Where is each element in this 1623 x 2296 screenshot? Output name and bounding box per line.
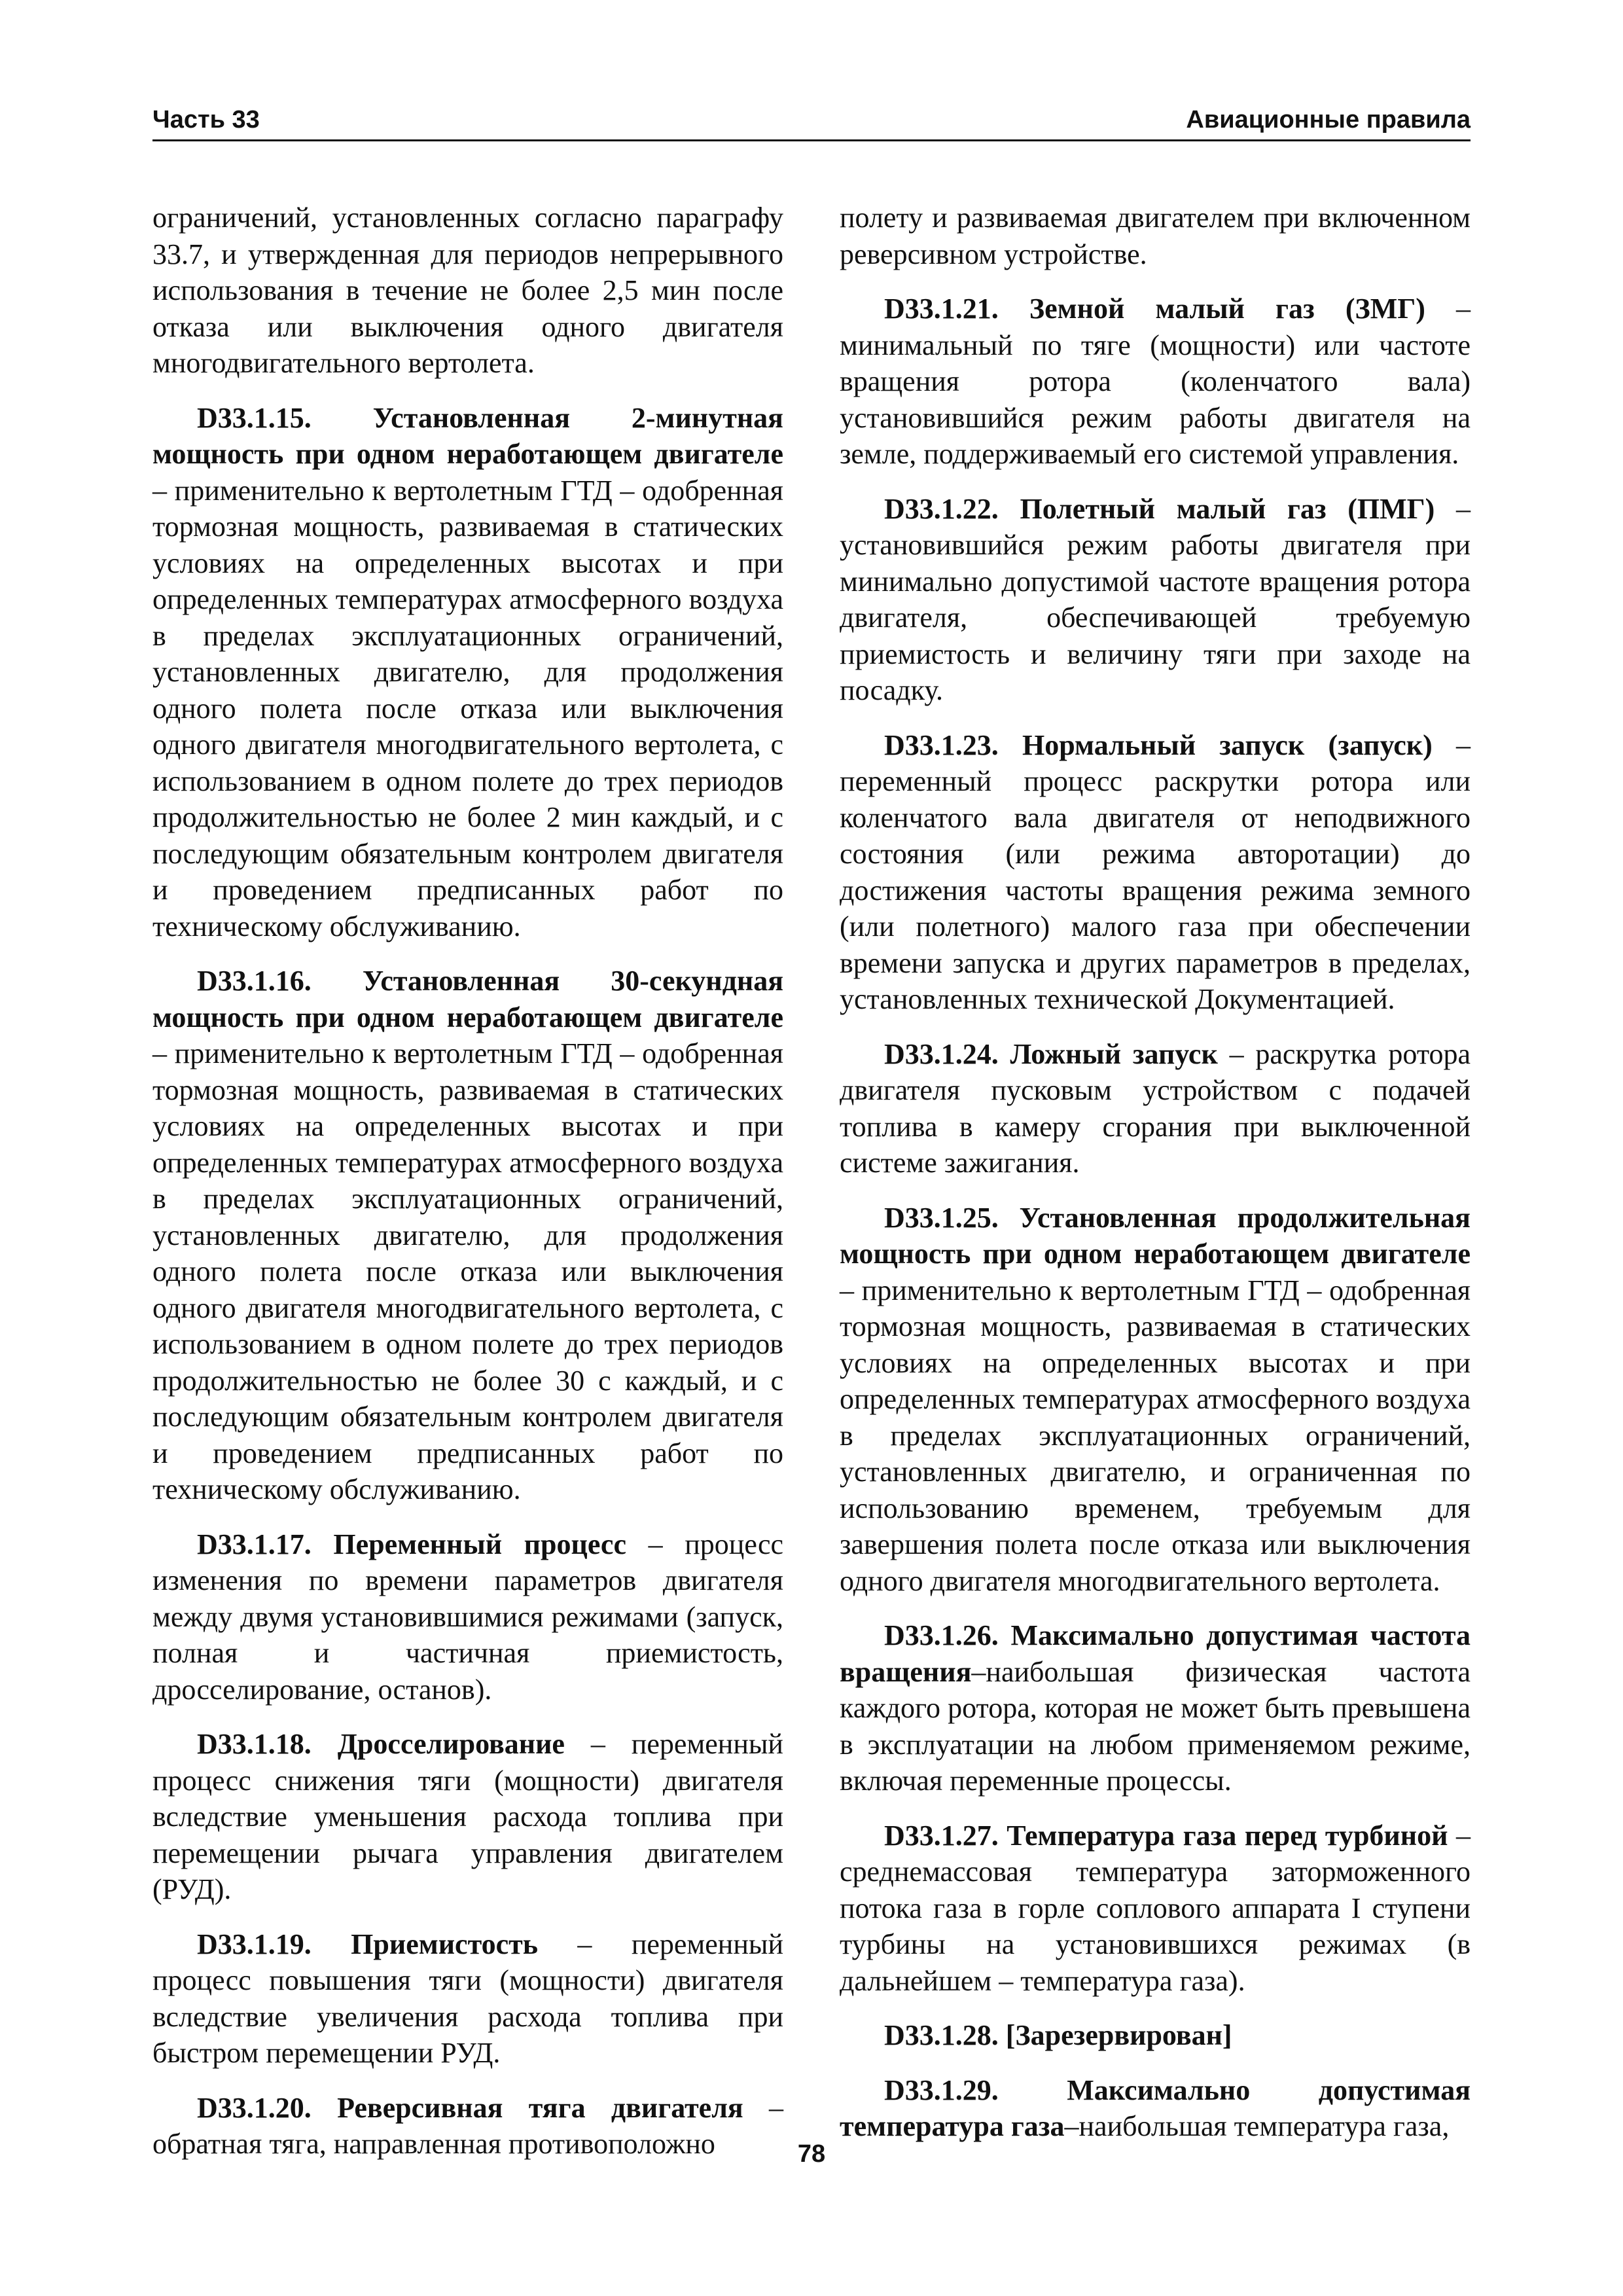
definition-text: – переменный процесс повышения тяги (мощности) двигателя вследствие увеличения расхода топлива при быстром перемещении РУД. [152, 1928, 783, 2069]
definition-d33-1-18 [152, 1726, 783, 1908]
definition-text: – переменный процесс раскрутки ротора или коленчатого вала двигателя от неподвижного состояния (или режима авторотации) до достижения частоты вращения режима земного (или полетного) малого газа при обеспечении времени запуска и других параметров в пределах, установленных технической Документацией. [840, 728, 1471, 1015]
term-d33-1-16: D33.1.16. Установленная 30-секундная мощность при одном неработающем двигателе [152, 965, 783, 1033]
term-d33-1-23: D33.1.23. Нормальный запуск (запуск) [884, 728, 1433, 761]
definition-text: –наибольшая физическая частота каждого ротора, которая не может быть превышена в эксплуатации на любом применяемом режиме, включая переменные процессы. [840, 1655, 1471, 1797]
definition-d33-1-17 [152, 1526, 783, 1708]
term-d33-1-27: D33.1.27. Температура газа перед турбиной [884, 1819, 1448, 1852]
definition-d33-1-29 [840, 2072, 1471, 2145]
term-d33-1-28: D33.1.28. [Зарезервирован] [884, 2019, 1232, 2051]
term-d33-1-22: D33.1.22. Полетный малый газ (ПМГ) [884, 492, 1435, 525]
definition-text: – минимальный по тяге (мощности) или частоте вращения ротора (коленчатого вала) установившийся режим работы двигателя на земле, поддерживаемый его системой управления. [840, 293, 1471, 470]
definition-d33-1-19 [152, 1926, 783, 2072]
term-d33-1-18: D33.1.18. Дросселирование [197, 1728, 565, 1760]
page-number: 78 [797, 2140, 826, 2168]
term-d33-1-24: D33.1.24. Ложный запуск [884, 1037, 1218, 1070]
definition-d33-1-16 [152, 963, 783, 1508]
definition-d33-1-24 [840, 1036, 1471, 1181]
term-d33-1-25: D33.1.25. Установленная продолжительная мощность при одном неработающем двигателе [840, 1201, 1471, 1270]
definition-d33-1-21 [840, 291, 1471, 473]
term-d33-1-15: D33.1.15. Установленная 2-минутная мощность при одном неработающем двигателе [152, 401, 783, 470]
term-d33-1-21: D33.1.21. Земной малый газ (ЗМГ) [884, 293, 1425, 325]
definition-d33-1-25 [840, 1200, 1471, 1600]
definition-text: – переменный процесс снижения тяги (мощности) двигателя вследствие уменьшения расхода топлива при перемещении рычага управления двигателем (РУД). [152, 1728, 783, 1905]
definition-d33-1-22 [840, 491, 1471, 709]
definition-d33-1-26 [840, 1617, 1471, 1799]
term-d33-1-19: D33.1.19. Приемистость [197, 1928, 539, 1960]
definition-text: – обратная тяга, направленная противоположно [152, 2091, 784, 2160]
definition-text: – процесс изменения по времени параметров двигателя между двумя установившимися режимами (запуск, полная и частичная приемистость, дросселирование, останов). [152, 1528, 783, 1706]
term-d33-1-26: D33.1.26. Максимально допустимая частота вращения [840, 1619, 1471, 1688]
term-d33-1-20: D33.1.20. Реверсивная тяга двигателя [197, 2091, 743, 2124]
definition-text: – раскрутка ротора двигателя пусковым устройством с подачей топлива в камеру сгорания при выключенной системе зажигания. [840, 1037, 1471, 1179]
term-d33-1-29: D33.1.29. Максимально допустимая температура газа [840, 2073, 1471, 2142]
definition-text: –наибольшая температура газа, [1064, 2110, 1450, 2142]
definition-d33-1-23 [840, 727, 1471, 1018]
header-rule [152, 139, 1471, 141]
left-column [152, 200, 783, 2162]
running-header-part: Часть 33 [152, 106, 260, 134]
right-column [840, 200, 1471, 2145]
definition-text: – среднемассовая температура заторможенного потока газа в горле соплового аппарата I ступени турбины на установившихся режимах (в дальнейшем – температура газа). [840, 1819, 1471, 1997]
running-header-title: Авиационные правила [1186, 106, 1471, 134]
continued-paragraph: полету и развиваемая двигателем при включенном реверсивном устройстве. [840, 202, 1471, 270]
definition-text: – применительно к вертолетным ГТД – одобренная тормозная мощность, развиваемая в статических условиях на определенных высотах и при определенных температурах атмосферного воздуха в пределах эксплуатационных ограничений, установленных двигателю, для продолжения одного полета после отказа или выключения одного двигателя многодвигательного вертолета, с использованием в одном полете до трех периодов продолжительностью не более 2 мин каждый, и с последующим обязательным контролем двигателя и проведением предписанных работ по техническому обслуживанию. [152, 474, 783, 942]
continued-paragraph: ограничений, установленных согласно параграфу 33.7, и утвержденная для периодов непрерывного использования в течение не более 2,5 мин после отказа или выключения одного двигателя многодвигательного вертолета. [152, 202, 783, 379]
definition-text: – применительно к вертолетным ГТД – одобренная тормозная мощность, развиваемая в статических условиях на определенных высотах и при определенных температурах атмосферного воздуха в пределах эксплуатационных ограничений, установленных двигателю, для продолжения одного полета после отказа или выключения одного двигателя многодвигательного вертолета, с использованием в одном полете до трех периодов продолжительностью не более 30 с каждый, и с последующим обязательным контролем двигателя и проведением предписанных работ по техническому обслуживанию. [152, 1037, 783, 1505]
definition-text: – применительно к вертолетным ГТД – одобренная тормозная мощность, развиваемая в статических условиях на определенных высотах и при определенных температурах атмосферного воздуха в пределах эксплуатационных ограничений, установленных двигателю, и ограниченная по использованию временем, требуемым для завершения полета после отказа или выключения одного двигателя многодвигательного вертолета. [840, 1274, 1471, 1597]
term-d33-1-17: D33.1.17. Переменный процесс [197, 1528, 626, 1560]
definition-d33-1-15 [152, 400, 783, 945]
definition-d33-1-28 [840, 2017, 1471, 2054]
definition-d33-1-27 [840, 1818, 1471, 2000]
definition-text: – установившийся режим работы двигателя при минимально допустимой частоте вращения ротора двигателя, обеспечивающей требуемую приемистость и величину тяги при заходе на посадку. [840, 492, 1471, 706]
